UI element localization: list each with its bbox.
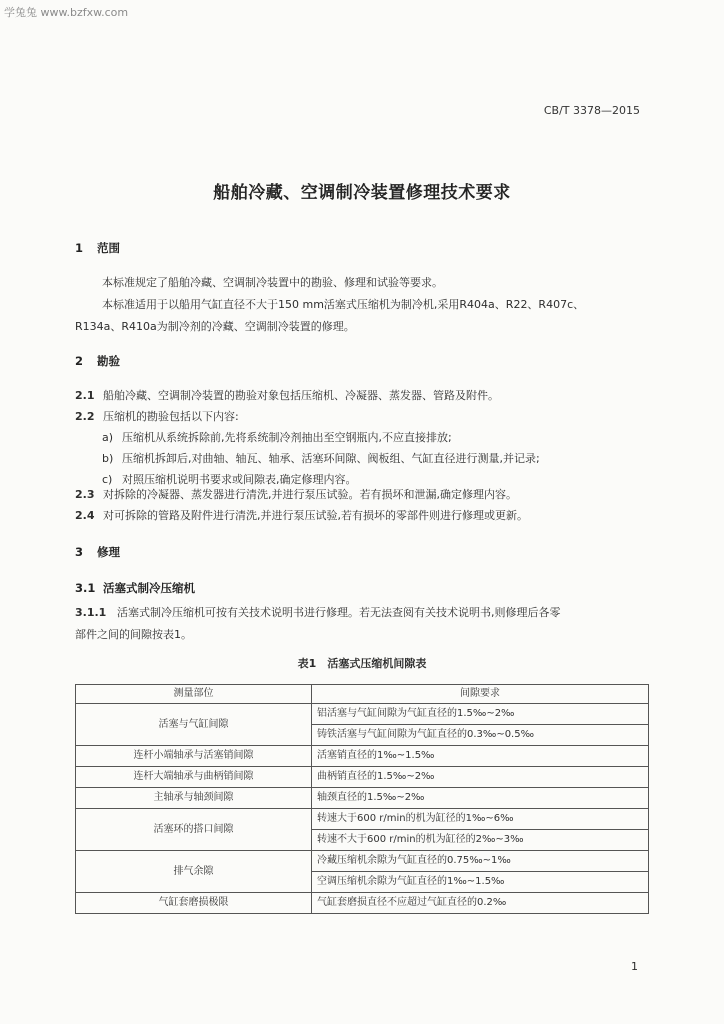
clause-3-1-1-number: 3.1.1 xyxy=(75,606,107,619)
clause-2-2-number: 2.2 xyxy=(75,410,95,423)
table-row xyxy=(76,851,649,872)
row-part: 排气余隙 xyxy=(76,851,312,893)
table-row xyxy=(76,746,649,767)
clause-2-3-text: 对拆除的冷凝器、蒸发器进行清洗,并进行泵压试验。若有损坏和泄漏,确定修理内容。 xyxy=(103,488,517,501)
clause-2-2 xyxy=(75,408,239,424)
row-requirement: 铸铁活塞与气缸间隙为气缸直径的0.3‰~0.5‰ xyxy=(312,725,649,746)
clause-2-2-text: 压缩机的勘验包括以下内容: xyxy=(103,410,239,423)
section-2-number: 2 xyxy=(75,354,84,368)
clause-2-1 xyxy=(75,387,499,403)
clause-3-1-1-text-a: 活塞式制冷压缩机可按有关技术说明书进行修理。若无法查阅有关技术说明书,则修理后各零 xyxy=(117,606,561,619)
clause-3-1-1 xyxy=(75,604,561,620)
table-row xyxy=(76,788,649,809)
row-requirement: 铝活塞与气缸间隙为气缸直径的1.5‰~2‰ xyxy=(312,704,649,725)
row-requirement: 轴颈直径的1.5‰~2‰ xyxy=(312,788,649,809)
row-requirement: 气缸套磨损直径不应超过气缸直径的0.2‰ xyxy=(312,893,649,914)
section-2-heading xyxy=(75,353,120,369)
row-requirement: 空调压缩机余隙为气缸直径的1‰~1.5‰ xyxy=(312,872,649,893)
list-item-a xyxy=(102,429,452,445)
subsection-3-1-heading xyxy=(75,580,195,596)
section-3-title: 修理 xyxy=(97,545,120,559)
clause-2-4-number: 2.4 xyxy=(75,509,95,522)
list-item-c-label: c) xyxy=(102,473,113,486)
section-3-heading xyxy=(75,544,120,560)
clause-2-3-number: 2.3 xyxy=(75,488,95,501)
row-requirement: 冷藏压缩机余隙为气缸直径的0.75‰~1‰ xyxy=(312,851,649,872)
clause-3-1-1-text-b: 部件之间的间隙按表1。 xyxy=(75,628,192,641)
row-part: 活塞与气缸间隙 xyxy=(76,704,312,746)
section-1-paragraph-2a: 本标准适用于以船用气缸直径不大于150 mm活塞式压缩机为制冷机,采用R404a、R22、R407c、 xyxy=(102,298,585,311)
section-1-title: 范围 xyxy=(97,241,120,255)
section-1-heading xyxy=(75,240,120,256)
page-number: 1 xyxy=(631,960,638,973)
row-part: 连杆小端轴承与活塞销间隙 xyxy=(76,746,312,767)
subsection-3-1-number: 3.1 xyxy=(75,581,96,595)
row-requirement: 活塞销直径的1‰~1.5‰ xyxy=(312,746,649,767)
table-row xyxy=(76,767,649,788)
row-part: 主轴承与轴颈间隙 xyxy=(76,788,312,809)
clause-2-1-text: 船舶冷藏、空调制冷装置的勘验对象包括压缩机、冷凝器、蒸发器、管路及附件。 xyxy=(103,389,499,402)
clearance-table xyxy=(75,684,649,914)
list-item-a-text: 压缩机从系统拆除前,先将系统制冷剂抽出至空钢瓶内,不应直接排放; xyxy=(122,431,452,444)
list-item-b-label: b) xyxy=(102,452,114,465)
table-row xyxy=(76,809,649,830)
table-row xyxy=(76,893,649,914)
table-header-row xyxy=(76,685,649,704)
clause-2-1-number: 2.1 xyxy=(75,389,95,402)
list-item-a-label: a) xyxy=(102,431,114,444)
list-item-c-text: 对照压缩机说明书要求或间隙表,确定修理内容。 xyxy=(122,473,357,486)
section-2-title: 勘验 xyxy=(97,354,120,368)
document-title: 船舶冷藏、空调制冷装置修理技术要求 xyxy=(213,183,511,203)
row-part: 连杆大端轴承与曲柄销间隙 xyxy=(76,767,312,788)
row-requirement: 转速大于600 r/min的机为缸径的1‰~6‰ xyxy=(312,809,649,830)
list-item-b xyxy=(102,450,540,466)
row-requirement: 转速不大于600 r/min的机为缸径的2‰~3‰ xyxy=(312,830,649,851)
site-watermark: 学兔兔 www.bzfxw.com xyxy=(4,6,129,19)
row-requirement: 曲柄销直径的1.5‰~2‰ xyxy=(312,767,649,788)
row-part: 活塞环的搭口间隙 xyxy=(76,809,312,851)
section-1-paragraph-1: 本标准规定了船舶冷藏、空调制冷装置中的勘验、修理和试验等要求。 xyxy=(102,276,443,289)
section-1-paragraph-2b: R134a、R410a为制冷剂的冷藏、空调制冷装置的修理。 xyxy=(75,320,355,333)
section-1-number: 1 xyxy=(75,241,84,255)
list-item-c xyxy=(102,471,357,487)
section-3-number: 3 xyxy=(75,545,84,559)
header-measure-part: 测量部位 xyxy=(76,685,312,704)
clause-2-4-text: 对可拆除的管路及附件进行清洗,并进行泵压试验,若有损坏的零部件则进行修理或更新。 xyxy=(103,509,528,522)
header-clearance-requirement: 间隙要求 xyxy=(312,685,649,704)
row-part: 气缸套磨损极限 xyxy=(76,893,312,914)
clause-2-3 xyxy=(75,486,517,502)
standard-number: CB/T 3378—2015 xyxy=(543,104,640,117)
table-caption: 表1 活塞式压缩机间隙表 xyxy=(297,657,427,670)
clause-2-4 xyxy=(75,507,528,523)
list-item-b-text: 压缩机拆卸后,对曲轴、轴瓦、轴承、活塞环间隙、阀板组、气缸直径进行测量,并记录; xyxy=(122,452,540,465)
table-row xyxy=(76,704,649,725)
subsection-3-1-title: 活塞式制冷压缩机 xyxy=(103,581,195,595)
